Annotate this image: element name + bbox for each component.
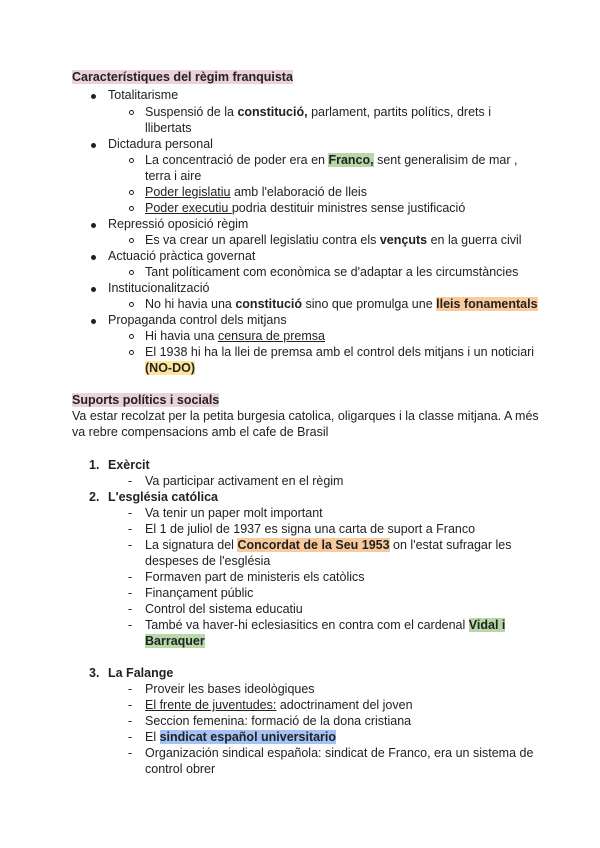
list-item: Hi havia una censura de premsa: [145, 329, 325, 343]
list-item: La concentració de poder era en Franco, sent generalisim de mar ,: [145, 153, 518, 167]
dash-bullet: -: [128, 746, 133, 760]
dash-bullet: -: [128, 506, 133, 520]
list-item: El sindicat español universitario: [145, 730, 337, 744]
dash-bullet: -: [128, 586, 133, 600]
bullet: [91, 319, 96, 324]
list-item-continued: despeses de l'església: [145, 554, 271, 568]
bullet: [129, 334, 134, 339]
list-item: Finançament públic: [145, 586, 254, 600]
list-item: Suspensió de la constitució, parlament, partits polítics, drets i: [145, 105, 491, 119]
list-item: Poder executiu podria destituir ministres sense justificació: [145, 201, 466, 215]
bullet: [129, 238, 134, 243]
list-item: Institucionalització: [108, 281, 210, 295]
dash-bullet: -: [128, 730, 133, 744]
list-item: Totalitarisme: [108, 88, 179, 102]
list-number: 3.: [89, 666, 100, 680]
dash-bullet: -: [128, 714, 133, 728]
list-item: Control del sistema educatiu: [145, 602, 303, 616]
bullet: [129, 190, 134, 195]
dash-bullet: -: [128, 618, 133, 632]
list-item-continued: llibertats: [145, 121, 192, 135]
list-item: Organización sindical española: sindicat de Franco, era un sistema de: [145, 746, 534, 760]
list-item: Es va crear un aparell legislatiu contra els vençuts en la guerra civil: [145, 233, 522, 247]
list-item: L'església católica: [108, 490, 218, 504]
list-item: Exèrcit: [108, 458, 150, 472]
list-number: 1.: [89, 458, 100, 472]
list-item: Actuació pràctica governat: [108, 249, 256, 263]
bullet: [129, 158, 134, 163]
dash-bullet: -: [128, 682, 133, 696]
list-item: Proveir les bases ideològiques: [145, 682, 315, 696]
bullet: [129, 350, 134, 355]
bullet: [91, 143, 96, 148]
list-item-continued: terra i aire: [145, 169, 202, 183]
bullet: [91, 287, 96, 292]
list-item: El 1938 hi ha la llei de premsa amb el control dels mitjans i un noticiari: [145, 345, 535, 359]
list-item: El frente de juventudes: adoctrinament del joven: [145, 698, 413, 712]
list-item: Seccion femenina: formació de la dona cristiana: [145, 714, 412, 728]
list-item: Poder legislatiu amb l'elaboració de lleis: [145, 185, 367, 199]
dash-bullet: -: [128, 474, 133, 488]
list-item-continued: Barraquer: [145, 634, 205, 648]
list-item: Va tenir un paper molt important: [145, 506, 323, 520]
list-item: El 1 de juliol de 1937 es signa una carta de suport a Franco: [145, 522, 476, 536]
bullet: [91, 223, 96, 228]
bullet: [129, 270, 134, 275]
paragraph: Va estar recolzat per la petita burgesia catolica, oligarques i la classe mitjana. A més: [72, 409, 539, 423]
bullet: [129, 110, 134, 115]
dash-bullet: -: [128, 698, 133, 712]
bullet: [91, 255, 96, 260]
list-item: Va participar activament en el règim: [145, 474, 344, 488]
section1-title: Característiques del règim franquista: [72, 70, 293, 84]
list-item: Propaganda control dels mitjans: [108, 313, 287, 327]
dash-bullet: -: [128, 570, 133, 584]
list-item: També va haver-hi eclesiasitics en contra com el cardenal Vidal i: [145, 618, 506, 632]
dash-bullet: -: [128, 602, 133, 616]
list-item-continued: (NO-DO): [145, 361, 195, 375]
paragraph: va rebre compensacions amb el cafe de Brasil: [72, 425, 329, 439]
list-item: La Falange: [108, 666, 174, 680]
bullet: [91, 94, 96, 99]
list-item: Repressió oposició règim: [108, 217, 249, 231]
dash-bullet: -: [128, 538, 133, 552]
list-item: Formaven part de ministeris els catòlics: [145, 570, 365, 584]
section2-title: Suports polítics i socials: [72, 393, 220, 407]
list-item: Dictadura personal: [108, 137, 213, 151]
bullet: [129, 302, 134, 307]
list-item: Tant políticament com econòmica se d'adaptar a les circumstàncies: [145, 265, 519, 279]
list-number: 2.: [89, 490, 100, 504]
list-item: No hi havia una constitució sino que promulga une lleis fonamentals: [145, 297, 538, 311]
list-item: La signatura del Concordat de la Seu 1953 on l'estat sufragar les: [145, 538, 512, 552]
bullet: [129, 206, 134, 211]
list-item-continued: control obrer: [145, 762, 216, 776]
dash-bullet: -: [128, 522, 133, 536]
